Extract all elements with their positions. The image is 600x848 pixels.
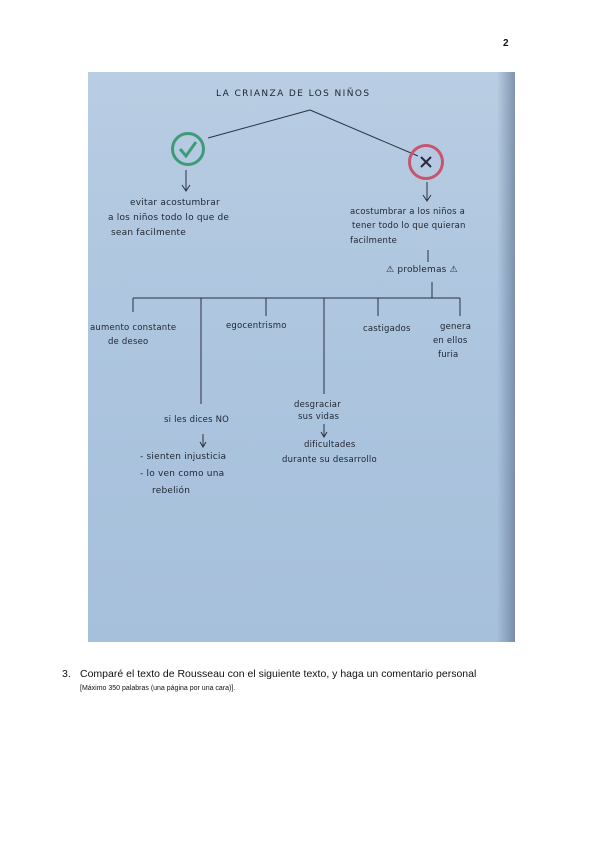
consequence-5-line2: en ellos [433, 336, 468, 346]
concept-map-photo [88, 72, 515, 642]
map-title: LA CRIANZA DE LOS NIÑOS [216, 89, 371, 99]
question-text: Comparé el texto de Rousseau con el siguiente texto, y haga un comentario personal [80, 668, 477, 680]
question-note: [Máximo 350 palabras (una página por una cara)]. [80, 685, 236, 692]
consequence-5-line1: genera [440, 322, 472, 332]
right-branch-line3: facilmente [350, 236, 398, 246]
consequence-1-line2: de deseo [108, 337, 149, 347]
left-branch-line1: evitar acostumbrar [130, 198, 220, 208]
consequence-1-line1: aumento constante [90, 323, 177, 333]
sub-left-line1: si les dices NO [164, 415, 230, 425]
sub-mid-line1: dificultades [304, 440, 356, 450]
question-number: 3. [62, 668, 71, 680]
sub-left-line3: - lo ven como una [140, 469, 225, 479]
x-mark-icon [411, 147, 441, 177]
problems-label: ⚠ problemas ⚠ [386, 265, 458, 275]
page-number: 2 [503, 38, 509, 49]
check-circle-icon [171, 132, 205, 166]
right-branch-line1: acostumbrar a los niños a [350, 207, 466, 217]
photo-shadow-edge [497, 72, 515, 642]
consequence-3-line2: sus vidas [298, 412, 340, 422]
consequence-2-line1: egocentrismo [226, 321, 287, 331]
consequence-5-line3: furia [438, 350, 459, 360]
right-branch-line2: tener todo lo que quieran [352, 221, 466, 231]
sub-mid-line2: durante su desarrollo [282, 455, 377, 465]
consequence-3-line1: desgraciar [294, 400, 341, 410]
consequence-4-line1: castigados [363, 324, 411, 334]
x-circle-icon [408, 144, 444, 180]
left-branch-line3: sean facilmente [111, 228, 187, 238]
sub-left-line4: rebelión [152, 486, 191, 496]
sub-left-line2: - sienten injusticia [140, 452, 227, 462]
left-branch-line2: a los niños todo lo que de [108, 213, 230, 223]
